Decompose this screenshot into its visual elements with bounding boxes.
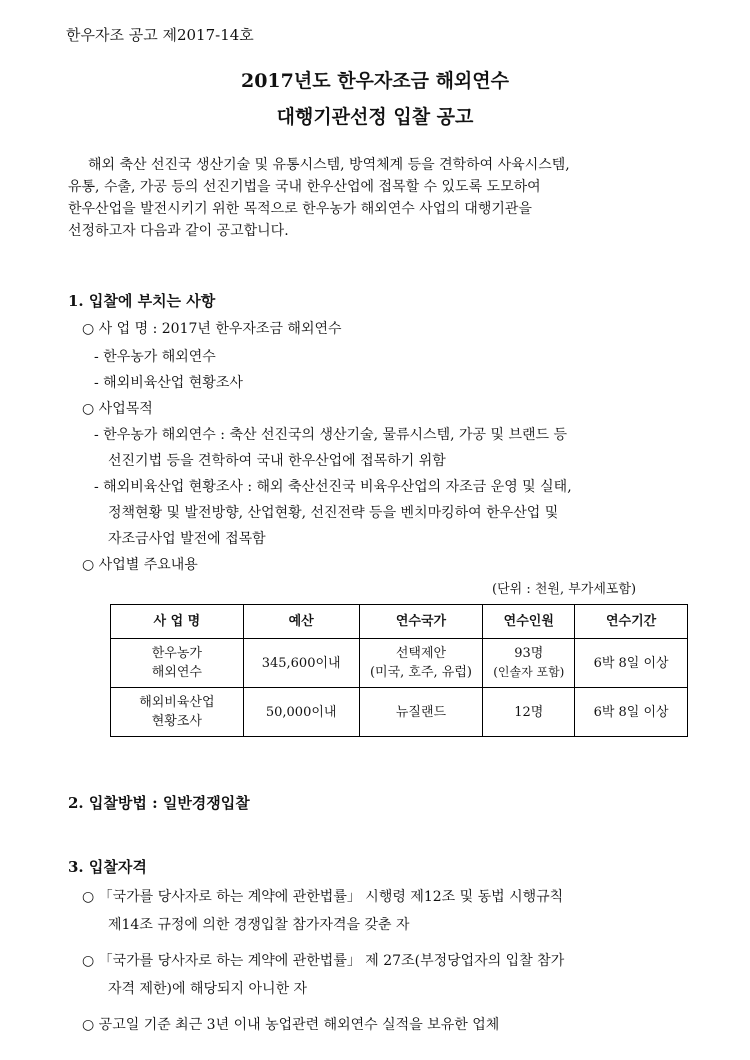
cell-line: 해외비육산업 (139, 695, 215, 710)
cell-line: 해외연수 (151, 665, 202, 680)
project-name-line: ○ 사 업 명 : 2017년 한우자조금 해외연수 (82, 321, 342, 337)
project-item: - 한우농가 해외연수 (94, 349, 216, 365)
eligibility-item-continued: 자격 제한)에 해당되지 아니한 자 (108, 981, 308, 997)
budget-cell: 345,600이내 (243, 639, 359, 688)
purpose-item-continued: 선진기법 등을 견학하여 국내 한우산업에 접목하기 위함 (108, 453, 446, 469)
intro-line: 선정하고자 다음과 같이 공고합니다. (68, 223, 289, 239)
document-title-line1: 2017년도 한우자조금 해외연수 (240, 70, 509, 92)
intro-line: 유통, 수출, 가공 등의 선진기법을 국내 한우산업에 접목할 수 있도록 도모하여 (68, 179, 541, 195)
cell-line: (미국, 호주, 유럽) (369, 665, 472, 680)
purpose-item: - 한우농가 해외연수 : 축산 선진국의 생산기술, 물류시스템, 가공 및 브랜드 등 (94, 427, 568, 443)
people-cell: 12명 (483, 688, 575, 737)
purpose-item-continued: 자조금사업 발전에 접목함 (108, 531, 266, 547)
table-row (111, 688, 688, 737)
project-item: - 해외비육산업 현황조사 (94, 375, 243, 391)
cell-line: 현황조사 (151, 714, 202, 729)
section3-heading: 3. 입찰자격 (68, 858, 147, 876)
section2-heading: 2. 입찰방법 : 일반경쟁입찰 (68, 794, 250, 812)
intro-paragraph (68, 154, 570, 242)
table-header-cell: 사 업 명 (111, 605, 244, 639)
people-cell (483, 639, 575, 688)
section1-heading: 1. 입찰에 부치는 사항 (68, 292, 216, 310)
table-header-row (111, 605, 688, 639)
intro-line: 해외 축산 선진국 생산기술 및 유통시스템, 방역체계 등을 견학하여 사육시스템, (88, 157, 570, 173)
table-header-cell: 연수국가 (359, 605, 483, 639)
cell-line: 선택제안 (395, 646, 447, 661)
cell-line: 한우농가 (151, 646, 202, 661)
table-header-cell: 예산 (243, 605, 359, 639)
project-name-cell (111, 639, 244, 688)
purpose-item-continued: 정책현황 및 발전방향, 산업현황, 선진전략 등을 벤치마킹하여 한우산업 및 (108, 505, 559, 521)
eligibility-item: ○ 「국가를 당사자로 하는 계약에 관한법률」 제 27조(부정당업자의 입찰 참가 (82, 953, 565, 969)
eligibility-item: ○ 「국가를 당사자로 하는 계약에 관한법률」 시행령 제12조 및 동법 시행규칙 (82, 889, 564, 905)
document-title-line2: 대행기관선정 입찰 공고 (276, 106, 474, 128)
period-cell: 6박 8일 이상 (575, 688, 688, 737)
eligibility-item: ○ 공고일 기준 최근 3년 이내 농업관련 해외연수 실적을 보유한 업체 (82, 1017, 500, 1033)
content-label: ○ 사업별 주요내용 (82, 557, 198, 573)
budget-table (110, 604, 688, 737)
project-name-cell (111, 688, 244, 737)
purpose-label: ○ 사업목적 (82, 401, 153, 417)
cell-line: (인솔자 포함) (493, 665, 565, 679)
period-cell: 6박 8일 이상 (575, 639, 688, 688)
intro-line: 한우산업을 발전시키기 위한 목적으로 한우농가 해외연수 사업의 대행기관을 (68, 201, 532, 217)
purpose-item: - 해외비육산업 현황조사 : 해외 축산선진국 비육우산업의 자조금 운영 및 실태, (94, 479, 572, 495)
table-header-cell: 연수기간 (575, 605, 688, 639)
table-row (111, 639, 688, 688)
document-reference-number: 한우자조 공고 제2017-14호 (66, 26, 254, 44)
cell-line: 93명 (514, 646, 544, 661)
table-header-cell: 연수인원 (483, 605, 575, 639)
country-cell: 뉴질랜드 (359, 688, 483, 737)
country-cell (359, 639, 483, 688)
budget-cell: 50,000이내 (243, 688, 359, 737)
eligibility-item-continued: 제14조 규정에 의한 경쟁입찰 참가자격을 갖춘 자 (108, 917, 410, 933)
unit-note: (단위 : 천원, 부가세포함) (492, 582, 637, 597)
